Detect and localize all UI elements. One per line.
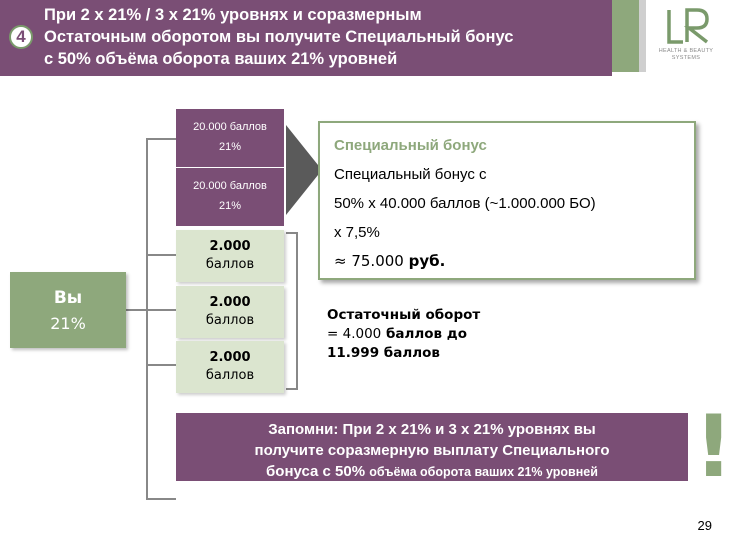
logo-subtitle: HEALTH & BEAUTY SYSTEMS [658, 48, 714, 61]
connector-trunk [146, 138, 148, 500]
lr-logo-icon [655, 4, 717, 48]
special-bonus-title: Специальный бонус [334, 137, 487, 154]
remember-line-3 [176, 461, 688, 483]
lr-logo [655, 4, 717, 70]
you-label: Вы [53, 288, 83, 308]
level-points: 20.000 баллов [193, 121, 267, 133]
bracket-residual [296, 232, 298, 390]
exclamation-icon: ! [694, 397, 733, 497]
remember-line-3-small: объёма оборота ваших 21% уровней [369, 465, 598, 479]
residual-turnover [327, 306, 567, 363]
special-bonus-box [318, 121, 696, 280]
level-box-21-2 [176, 168, 284, 226]
title-line-2: Остаточным оборотом вы получите Специальный бонус [44, 28, 514, 46]
you-box [10, 272, 126, 348]
page-title [44, 4, 619, 70]
header-stripe-grey [639, 0, 646, 72]
bracket-top [286, 232, 298, 234]
header-stripe-green [612, 0, 639, 72]
page-number: 29 [697, 518, 712, 533]
you-percent: 21% [50, 314, 86, 333]
residual-title: Остаточный оборот [327, 307, 481, 323]
remember-line-1: Запомни: При 2 х 21% и 3 х 21% уровнях вы [268, 421, 596, 438]
remember-line-2: получите соразмерную выплату Специального [254, 442, 610, 459]
residual-line-2 [327, 325, 567, 344]
connector-level-4 [146, 309, 176, 311]
special-bonus-result [334, 252, 445, 270]
level-points: 2.000 [209, 239, 251, 254]
remember-text [176, 419, 688, 483]
remember-line-3-bold: бонуса с 50% [266, 463, 366, 480]
level-points: 20.000 баллов [193, 180, 267, 192]
remember-box [176, 413, 688, 481]
level-unit: баллов [205, 313, 255, 328]
title-line-3: с 50% объёма оборота ваших 21% уровней [44, 50, 398, 68]
residual-text-2: 11.999 баллов [327, 345, 440, 361]
residual-prefix: = 4.000 [327, 326, 382, 342]
arrow-right-icon [286, 125, 322, 215]
level-box-2000-3 [176, 341, 284, 393]
step-number-badge: 4 [9, 25, 33, 49]
special-bonus-line-3: х 7,5% [334, 224, 380, 241]
connector-level-3 [146, 254, 176, 256]
bracket-bottom [286, 388, 298, 390]
level-points: 2.000 [209, 350, 251, 365]
result-value: ≈ 75.000 [334, 252, 404, 270]
connector-you [126, 309, 147, 311]
special-bonus-line-2: 50% х 40.000 баллов (~1.000.000 БО) [334, 195, 596, 212]
special-bonus-line-1: Специальный бонус с [334, 166, 487, 183]
connector-level-1 [146, 138, 176, 140]
residual-text-1: баллов до [385, 326, 467, 342]
level-percent: 21% [218, 141, 242, 153]
level-box-2000-1 [176, 230, 284, 282]
level-unit: баллов [205, 368, 255, 383]
connector-level-5 [146, 364, 176, 366]
level-box-2000-2 [176, 286, 284, 338]
title-line-1: При 2 х 21% / 3 х 21% уровнях и соразмерным [44, 6, 422, 24]
level-points: 2.000 [209, 295, 251, 310]
level-box-21-1 [176, 109, 284, 167]
level-percent: 21% [218, 200, 242, 212]
result-unit: руб. [408, 252, 446, 270]
level-unit: баллов [205, 257, 255, 272]
connector-bottom [146, 498, 176, 500]
